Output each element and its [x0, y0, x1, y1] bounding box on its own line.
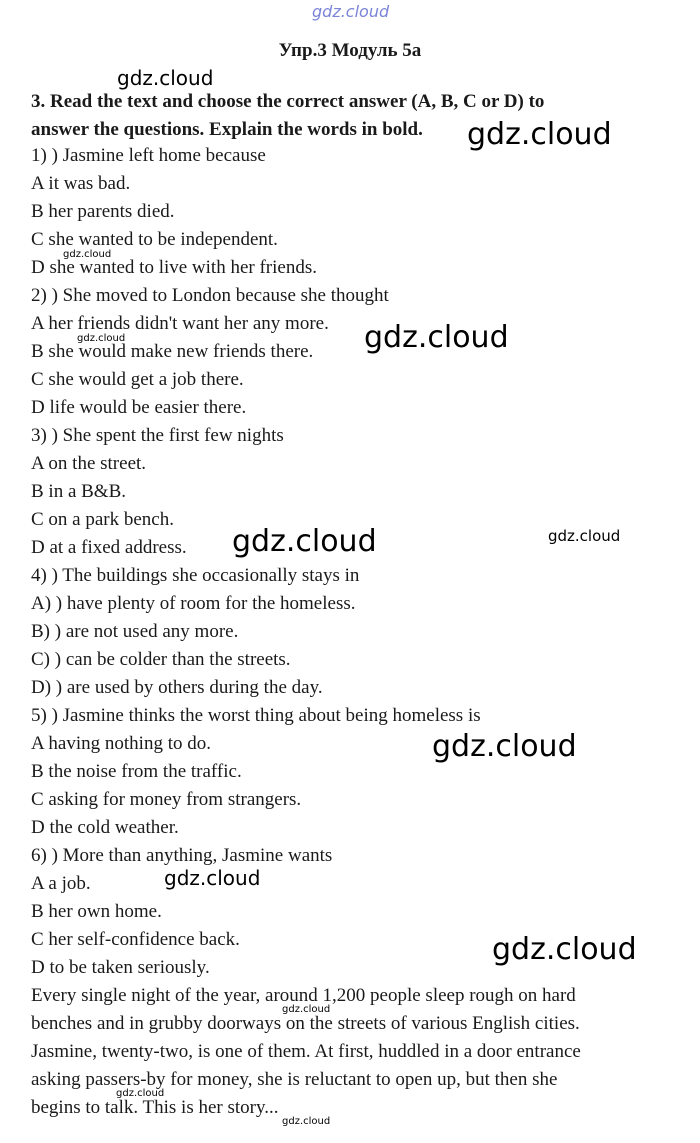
passage-line: Jasmine, twenty-two, is one of them. At first, huddled in a door entrance [31, 1041, 581, 1062]
option-line: A her friends didn't want her any more. [31, 313, 329, 334]
option-line: D to be taken seriously. [31, 957, 210, 978]
option-line: D the cold weather. [31, 817, 179, 838]
option-line: C her self-confidence back. [31, 929, 240, 950]
watermark: gdz.cloud [164, 866, 261, 890]
passage-line: begins to talk. This is her story... [31, 1097, 279, 1118]
option-line: B) ) are not used any more. [31, 621, 239, 642]
instruction-line: answer the questions. Explain the words in bold. [31, 119, 423, 140]
question-1: 1) ) Jasmine left home because [31, 145, 266, 166]
option-line: C asking for money from strangers. [31, 789, 302, 810]
option-line: B the noise from the traffic. [31, 761, 242, 782]
question-2: 2) ) She moved to London because she thought [31, 285, 389, 306]
watermark: gdz.cloud [117, 66, 214, 90]
watermark: gdz.cloud [116, 1088, 165, 1099]
option-line: B her parents died. [31, 201, 175, 222]
watermark: gdz.cloud [467, 117, 612, 152]
option-line: C she would get a job there. [31, 369, 244, 390]
passage-line: asking passers-by for money, she is reluctant to open up, but then she [31, 1069, 558, 1090]
question-6: 6) ) More than anything, Jasmine wants [31, 845, 333, 866]
option-line: B in a B&B. [31, 481, 127, 502]
option-line: C) ) can be colder than the streets. [31, 649, 291, 670]
watermark: gdz.cloud [77, 333, 126, 344]
option-line: B she would make new friends there. [31, 341, 314, 362]
watermark-top[interactable]: gdz.cloud [312, 2, 390, 21]
option-line: D she wanted to live with her friends. [31, 257, 317, 278]
option-line: A it was bad. [31, 173, 131, 194]
option-line: A a job. [31, 873, 91, 894]
option-line: A having nothing to do. [31, 733, 211, 754]
passage-line: Every single night of the year, around 1,200 people sleep rough on hard [31, 985, 576, 1006]
question-3: 3) ) She spent the first few nights [31, 425, 284, 446]
page-title: Упр.3 Модуль 5а [278, 40, 422, 61]
watermark: gdz.cloud [548, 527, 621, 545]
option-line: C on a park bench. [31, 509, 174, 530]
watermark: gdz.cloud [432, 729, 577, 764]
option-line: B her own home. [31, 901, 162, 922]
watermark: gdz.cloud [282, 1116, 331, 1127]
watermark: gdz.cloud [63, 249, 112, 260]
reading-passage [31, 982, 671, 1122]
option-line: C she wanted to be independent. [31, 229, 278, 250]
passage-line: benches and in grubby doorways on the streets of various English cities. [31, 1013, 580, 1034]
questions-block [31, 142, 671, 1122]
watermark: gdz.cloud [492, 932, 637, 967]
option-line: D at a fixed address. [31, 537, 187, 558]
instruction-line: 3. Read the text and choose the correct answer (A, B, C or D) to [31, 91, 545, 112]
option-line: A on the street. [31, 453, 147, 474]
question-4: 4) ) The buildings she occasionally stays in [31, 565, 360, 586]
watermark: gdz.cloud [364, 320, 509, 355]
question-5: 5) ) Jasmine thinks the worst thing about being homeless is [31, 705, 481, 726]
watermark: gdz.cloud [282, 1004, 331, 1015]
watermark: gdz.cloud [232, 524, 377, 559]
option-line: D life would be easier there. [31, 397, 247, 418]
option-line: A) ) have plenty of room for the homeless. [31, 593, 356, 614]
option-line: D) ) are used by others during the day. [31, 677, 323, 698]
